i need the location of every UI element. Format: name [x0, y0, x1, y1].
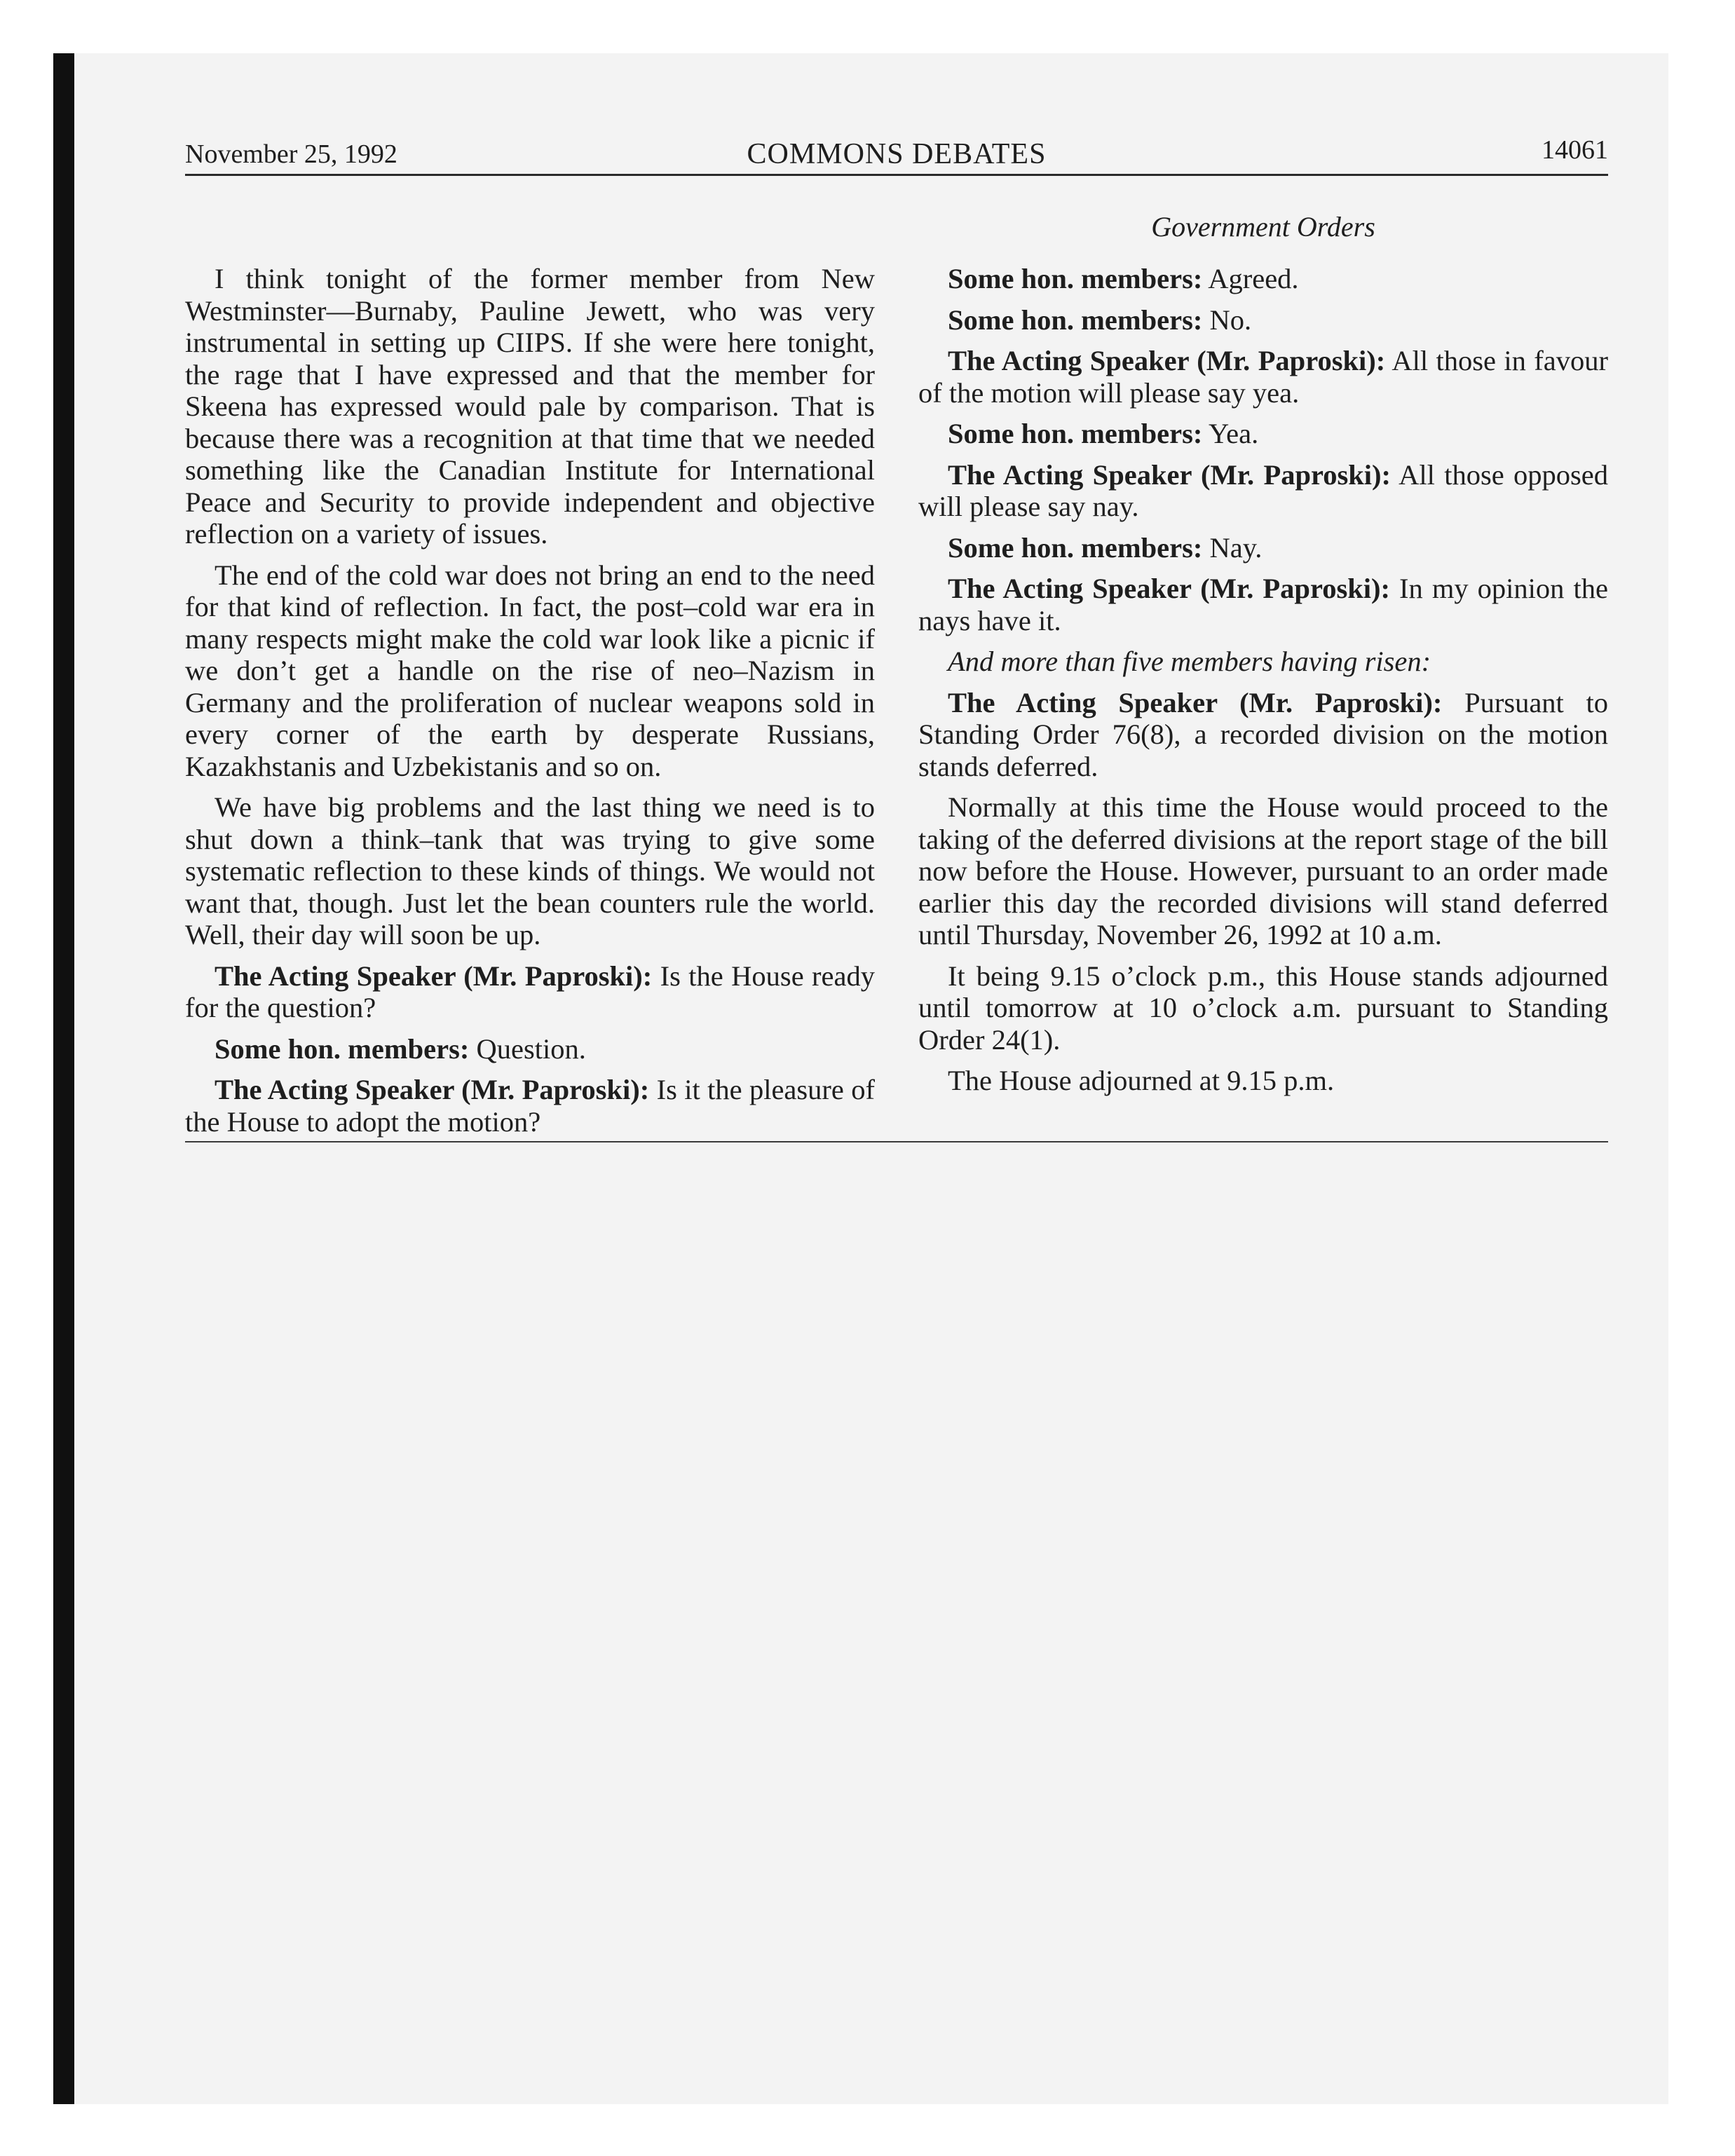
speaker-name: The Acting Speaker (Mr. Paproski):	[215, 960, 653, 992]
speech-text: Agreed.	[1208, 263, 1299, 294]
speaker-name: Some hon. members:	[215, 1032, 470, 1065]
end-rule	[185, 1141, 1608, 1142]
speaker-name: Some hon. members:	[948, 531, 1203, 564]
speech-text: Question.	[476, 1032, 586, 1065]
body-paragraph: Normally at this time the House would proceed to the taking of the deferred divisions at the report stage of the bill now before the House. However, pursuant to an order made earlier this day the recorded divisions will stand deferred until Thursday, November 26, 1992 at 10 a.m.	[918, 791, 1608, 950]
speech-paragraph	[918, 418, 1608, 450]
scan-edge-shadow	[53, 53, 74, 2104]
running-header	[185, 133, 1608, 177]
speech-text: Is the House ready for the question?	[185, 960, 876, 1023]
speaker-name: The Acting Speaker (Mr. Paproski):	[215, 1074, 650, 1105]
body-paragraph: I think tonight of the former member from New Westminster—Burnaby, Pauline Jewett, who was very instrumental in setting up CIIPS. If she were here tonight, the rage that I have expressed and that the member for Skeena has expressed would pale by comparison. That is because there was a recognition at that time that we needed something like the Canadian Institute for International Peace and Security to provide independent and objective reflection on a variety of issues.	[185, 263, 875, 550]
speech-paragraph	[918, 263, 1608, 295]
body-paragraph: We have big problems and the last thing we need is to shut down a think–tank that was trying to give some systematic reflection to these kinds of things. We would not want that, though. Just let the bean counters rule the world. Well, their day will soon be up.	[185, 791, 875, 950]
speech-text: In my opinion the nays have it.	[918, 573, 1608, 636]
speech-paragraph	[185, 960, 875, 1024]
speech-paragraph	[918, 304, 1608, 336]
right-column	[918, 263, 1608, 1106]
speech-text: All those in favour of the motion will please say yea.	[918, 345, 1608, 409]
speech-text: No.	[1209, 303, 1252, 336]
speech-text: Yea.	[1208, 418, 1259, 449]
speech-paragraph	[918, 345, 1608, 409]
speaker-name: The Acting Speaker (Mr. Paproski):	[948, 573, 1390, 604]
speaker-name: The Acting Speaker (Mr. Paproski):	[948, 458, 1391, 491]
speech-text: All those opposed will please say nay.	[918, 458, 1609, 522]
speech-text: Nay.	[1209, 531, 1263, 564]
body-paragraph: It being 9.15 o’clock p.m., this House stands adjourned until tomorrow at 10 o’clock a.m. pursuant to Standing Order 24(1).	[918, 960, 1608, 1056]
header-publication-title: COMMONS DEBATES	[747, 138, 1047, 170]
speech-paragraph	[918, 532, 1608, 564]
speaker-name: Some hon. members:	[948, 303, 1203, 336]
speech-paragraph	[918, 459, 1608, 523]
speech-paragraph	[185, 1033, 875, 1065]
speaker-name: The Acting Speaker (Mr. Paproski):	[948, 686, 1443, 718]
speaker-name: Some hon. members:	[948, 418, 1203, 449]
stage-direction: And more than five members having risen:	[948, 646, 1431, 677]
speech-text: Pursuant to Standing Order 76(8), a recorded division on the motion stands deferred.	[918, 686, 1608, 782]
speech-paragraph	[918, 687, 1608, 783]
header-page-number: 14061	[1542, 135, 1608, 165]
speaker-name: Some hon. members:	[948, 263, 1203, 294]
speaker-name: The Acting Speaker (Mr. Paproski):	[948, 345, 1386, 376]
speech-text: Is it the pleasure of the House to adopt the motion?	[185, 1074, 876, 1138]
body-paragraph: The House adjourned at 9.15 p.m.	[948, 1065, 1335, 1096]
header-rule	[185, 174, 1608, 176]
section-heading: Government Orders	[1151, 211, 1375, 243]
body-paragraph: The end of the cold war does not bring an end to the need for that kind of reflection. In fact, the post–cold war era in many respects might make the cold war look like a picnic if we don’t get a handle on the rise of neo–Nazism in Germany and the proliferation of nuclear weapons sold in every corner of the earth by desperate Russians, Kazakhstanis and Uzbekistanis and so on.	[185, 559, 875, 782]
speech-paragraph	[185, 1074, 875, 1138]
speech-paragraph	[918, 573, 1608, 636]
left-column	[185, 263, 875, 1147]
header-date: November 25, 1992	[185, 139, 397, 169]
